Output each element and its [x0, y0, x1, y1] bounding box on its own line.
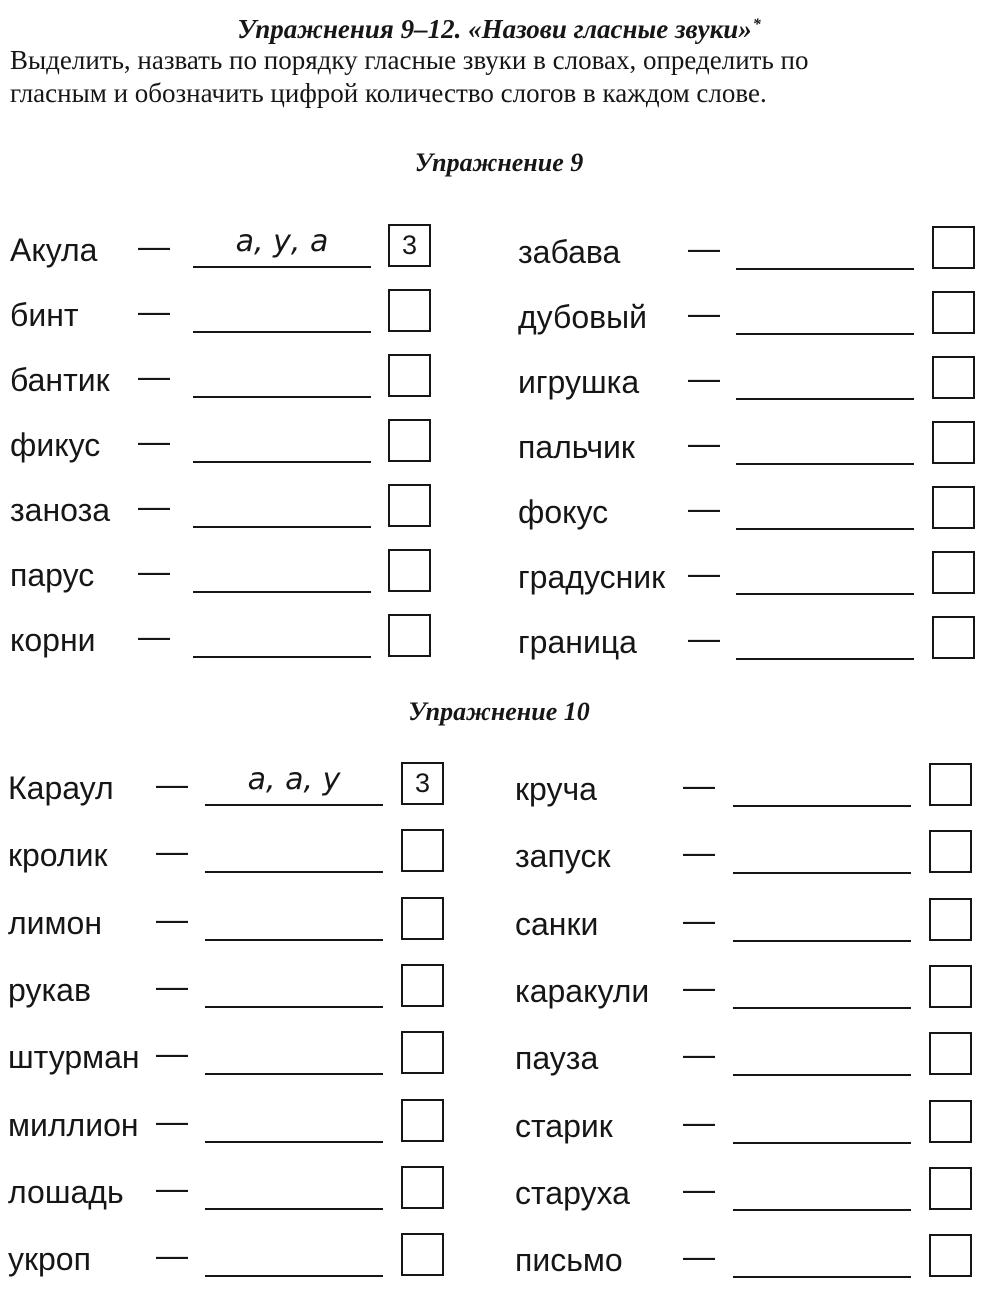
dash-separator: —: [138, 553, 170, 589]
syllable-count-box[interactable]: [388, 549, 431, 592]
word-row: [10, 549, 434, 601]
exercise-9-title: Упражнение 9: [414, 148, 584, 177]
syllable-count-box[interactable]: [929, 1167, 972, 1210]
word-label: письмо: [515, 1242, 623, 1278]
syllable-count-box[interactable]: [388, 419, 431, 462]
instructions-line: гласным и обозначить цифрой количество слогов в каждом слове.: [10, 78, 767, 108]
syllable-count-box[interactable]: [401, 829, 444, 872]
word-row: [515, 1234, 975, 1286]
dash-separator: —: [688, 425, 720, 461]
word-row: [515, 1032, 975, 1084]
vowel-answer-line[interactable]: [193, 591, 371, 593]
word-label: рукав: [8, 972, 91, 1008]
word-label: укроп: [8, 1241, 91, 1277]
word-row: [515, 965, 975, 1017]
word-row: [518, 616, 978, 668]
syllable-count-box[interactable]: [932, 421, 975, 464]
vowel-answer-line[interactable]: [736, 528, 914, 530]
dash-separator: —: [156, 901, 188, 937]
instructions: [10, 44, 990, 110]
dash-separator: —: [683, 1104, 715, 1140]
word-label: бинт: [10, 297, 79, 333]
vowel-answer-line[interactable]: [736, 268, 914, 270]
word-row: [8, 897, 447, 949]
vowel-answer-line[interactable]: [733, 1074, 911, 1076]
syllable-count-box[interactable]: [929, 763, 972, 806]
word-label: игрушка: [518, 364, 640, 400]
dash-separator: —: [688, 295, 720, 331]
word-label: каракули: [515, 973, 650, 1009]
syllable-count-box[interactable]: [929, 1100, 972, 1143]
word-row: [8, 762, 447, 814]
instructions-line: Выделить, назвать по порядку гласные звуки в словах, определить по: [10, 45, 809, 75]
word-label: пальчик: [518, 429, 635, 465]
syllable-count-box[interactable]: [929, 1234, 972, 1277]
syllable-count-box[interactable]: [388, 484, 431, 527]
vowel-answer-line[interactable]: [733, 940, 911, 942]
word-row: [515, 898, 975, 950]
word-label: дубовый: [518, 299, 648, 335]
word-row: [515, 763, 975, 815]
vowel-answer-line[interactable]: [205, 1073, 383, 1075]
word-row: [518, 226, 978, 278]
vowel-answer-line[interactable]: [193, 396, 371, 398]
dash-separator: —: [688, 490, 720, 526]
word-label: парус: [10, 557, 95, 593]
syllable-count-box[interactable]: [388, 289, 431, 332]
syllable-count-box[interactable]: [401, 1031, 444, 1074]
dash-separator: —: [683, 969, 715, 1005]
vowel-answer-line[interactable]: [193, 461, 371, 463]
word-label: заноза: [10, 492, 111, 528]
dash-separator: —: [138, 423, 170, 459]
vowel-answer[interactable]: а, а, у: [247, 762, 341, 797]
dash-separator: —: [683, 1171, 715, 1207]
dash-separator: —: [138, 293, 170, 329]
vowel-answer-line[interactable]: [736, 398, 914, 400]
dash-separator: —: [683, 767, 715, 803]
vowel-answer-line[interactable]: [733, 1142, 911, 1144]
syllable-count-box[interactable]: [932, 616, 975, 659]
dash-separator: —: [688, 620, 720, 656]
syllable-count-box[interactable]: [388, 614, 431, 657]
word-row: [10, 419, 434, 471]
word-label: Караул: [8, 770, 114, 806]
word-label: лошадь: [8, 1174, 124, 1210]
word-row: [10, 614, 434, 666]
word-label: пауза: [515, 1040, 599, 1076]
word-row: [10, 484, 434, 536]
vowel-answer-line[interactable]: [736, 593, 914, 595]
word-row: [8, 964, 447, 1016]
dash-separator: —: [156, 1035, 188, 1071]
syllable-count-box[interactable]: [932, 486, 975, 529]
word-label: фикус: [10, 427, 101, 463]
word-row: [515, 830, 975, 882]
syllable-count-box[interactable]: [932, 356, 975, 399]
word-label: старик: [515, 1108, 613, 1144]
word-row: [10, 354, 434, 406]
syllable-count-box[interactable]: [388, 354, 431, 397]
syllable-count-box[interactable]: [929, 830, 972, 873]
vowel-answer-line[interactable]: [193, 331, 371, 333]
syllable-count-box[interactable]: [929, 1032, 972, 1075]
word-row: [515, 1100, 975, 1152]
word-row: [8, 1031, 447, 1083]
word-label: градусник: [518, 559, 666, 595]
word-label: санки: [515, 906, 599, 942]
word-label: Акула: [10, 232, 98, 268]
syllable-count-box[interactable]: [401, 1166, 444, 1209]
word-row: [8, 1166, 447, 1218]
word-row: [8, 829, 447, 881]
vowel-answer-line[interactable]: [205, 1006, 383, 1008]
dash-separator: —: [138, 358, 170, 394]
syllable-count-box[interactable]: [932, 226, 975, 269]
vowel-answer-line[interactable]: [733, 805, 911, 807]
vowel-answer-line[interactable]: [205, 1141, 383, 1143]
word-label: граница: [518, 624, 637, 660]
dash-separator: —: [683, 834, 715, 870]
word-label: лимон: [8, 905, 103, 941]
vowel-answer-line[interactable]: [733, 1209, 911, 1211]
dash-separator: —: [156, 1237, 188, 1273]
vowel-answer-line[interactable]: [736, 463, 914, 465]
syllable-count-box[interactable]: [401, 897, 444, 940]
vowel-answer-line[interactable]: [193, 266, 371, 268]
word-label: кролик: [8, 837, 108, 873]
word-label: старуха: [515, 1175, 630, 1211]
vowel-answer-line[interactable]: [733, 1276, 911, 1278]
dash-separator: —: [156, 1170, 188, 1206]
word-row: [518, 551, 978, 603]
vowel-answer-line[interactable]: [205, 1275, 383, 1277]
vowel-answer-line[interactable]: [205, 939, 383, 941]
vowel-answer-line[interactable]: [736, 333, 914, 335]
word-label: корни: [10, 622, 96, 658]
word-row: [10, 224, 434, 276]
dash-separator: —: [688, 360, 720, 396]
word-row: [515, 1167, 975, 1219]
word-label: запуск: [515, 838, 611, 874]
dash-separator: —: [688, 555, 720, 591]
syllable-count-box[interactable]: 3: [401, 762, 444, 805]
dash-separator: —: [683, 902, 715, 938]
word-label: забава: [518, 234, 621, 270]
syllable-count-box[interactable]: [932, 291, 975, 334]
syllable-count-box[interactable]: 3: [388, 224, 431, 267]
vowel-answer-line[interactable]: [733, 872, 911, 874]
syllable-count-box[interactable]: [929, 898, 972, 941]
dash-separator: —: [156, 1103, 188, 1139]
dash-separator: —: [683, 1238, 715, 1274]
word-label: миллион: [8, 1107, 139, 1143]
worksheet-title-text: Упражнения 9–12. «Назови гласные звуки»: [237, 14, 752, 44]
footnote-mark: *: [752, 16, 761, 33]
word-row: [10, 289, 434, 341]
syllable-count-box[interactable]: [401, 1099, 444, 1142]
dash-separator: —: [138, 618, 170, 654]
word-row: [8, 1099, 447, 1151]
word-row: [518, 291, 978, 343]
dash-separator: —: [683, 1036, 715, 1072]
vowel-answer-line[interactable]: [193, 526, 371, 528]
word-row: [518, 421, 978, 473]
vowel-answer-line[interactable]: [736, 658, 914, 660]
word-label: круча: [515, 771, 597, 807]
syllable-count-box[interactable]: [401, 1233, 444, 1276]
word-label: бантик: [10, 362, 110, 398]
word-row: [518, 356, 978, 408]
vowel-answer-line[interactable]: [733, 1007, 911, 1009]
dash-separator: —: [688, 230, 720, 266]
word-label: штурман: [8, 1039, 140, 1075]
vowel-answer-line[interactable]: [205, 1208, 383, 1210]
vowel-answer-line[interactable]: [205, 804, 383, 806]
syllable-count-box[interactable]: [932, 551, 975, 594]
dash-separator: —: [138, 228, 170, 264]
vowel-answer[interactable]: а, у, а: [235, 224, 329, 259]
dash-separator: —: [156, 833, 188, 869]
vowel-answer-line[interactable]: [205, 871, 383, 873]
word-label: фокус: [518, 494, 609, 530]
dash-separator: —: [156, 968, 188, 1004]
exercise-10-title: Упражнение 10: [408, 697, 590, 726]
syllable-count-box[interactable]: [929, 965, 972, 1008]
word-row: [8, 1233, 447, 1285]
dash-separator: —: [156, 766, 188, 802]
vowel-answer-line[interactable]: [193, 656, 371, 658]
syllable-count-box[interactable]: [401, 964, 444, 1007]
dash-separator: —: [138, 488, 170, 524]
worksheet-title: [0, 8, 998, 46]
word-row: [518, 486, 978, 538]
